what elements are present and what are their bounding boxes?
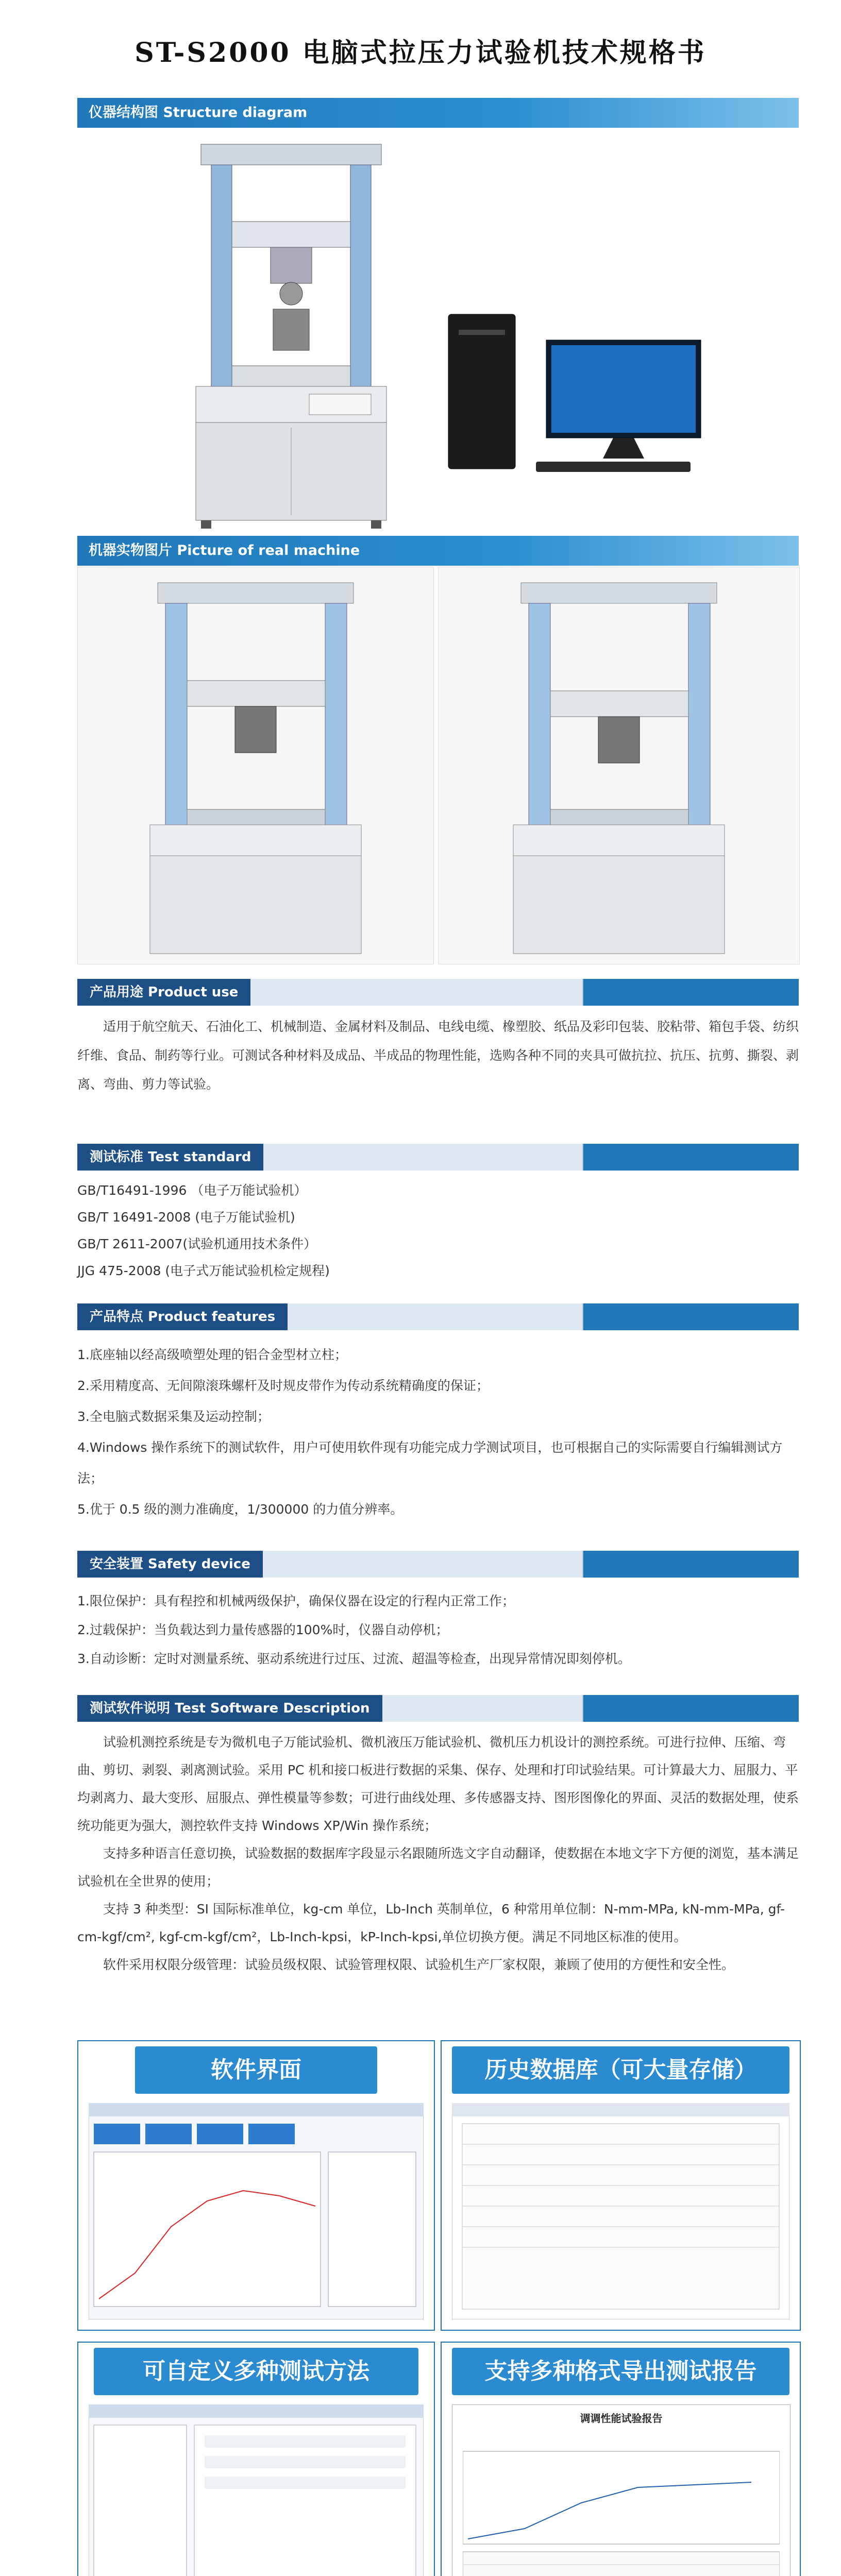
section-header-features: [77, 1303, 799, 1330]
section-header-real: 机器实物图片 Picture of real machine: [77, 536, 799, 566]
section-header-standard: [77, 1144, 799, 1171]
features-list: [77, 1340, 799, 1525]
standard-item: GB/T16491-1996 （电子万能试验机）: [77, 1183, 307, 1198]
section-header-software: [77, 1695, 799, 1722]
real-photo-1: [77, 567, 434, 964]
section-header-safety-label: 安全装置 Safety device: [77, 1551, 263, 1578]
use-text: 适用于航空航天、石油化工、机械制造、金属材料及制品、电线电缆、橡塑胶、纸品及彩印包装、胶粘带、箱包手袋、纺织纤维、食品、制药等行业。可测试各种材料及成品、半成品的物理性能，选购各种不同的夹具可做抗拉、抗压、抗剪、撕裂、剥离、弯曲、剪力等试验。: [77, 1019, 799, 1092]
safety-item: 3.自动诊断：定时对测量系统、驱动系统进行过压、过流、超温等检查，出现异常情况即刻停机。: [77, 1651, 631, 1666]
history-db-screenshot: [452, 2103, 789, 2319]
section-header-features-label: 产品特点 Product features: [77, 1303, 288, 1330]
standards-list: [77, 1177, 799, 1284]
software-paragraph: 试验机测控系统是专为微机电子万能试验机、微机液压万能试验机、微机压力机设计的测控系统。可进行拉伸、压缩、弯曲、剪切、剥裂、剥离测试验。采用 PC 机和接口板进行数据的采集、保存、处理和打印试验结果。可计算最大力、屈服力、平均剥离力、最大变形、屈服点、弹性模量等参数；可进行曲线处理、多传感器支持、图形图像化的界面、灵活的数据处理，使系统功能更为强大，测控软件支持 Windows XP/Win 操作系统；: [77, 1735, 799, 1833]
software-paragraph: 支持 3 种类型：SI 国际标准单位，kg-cm 单位，Lb-Inch 英制单位，6 种常用单位制：N-mm-MPa, kN-mm-MPa, gf-cm-kgf/cm², kgf-cm-kgf/cm²，Lb-Inch-kpsi，kP-Inch-kpsi,单位切换方便。满足不同地区标准的使用。: [77, 1902, 785, 1944]
real-photo-2: [438, 567, 800, 964]
feature-item: 4.Windows 操作系统下的测试软件，用户可使用软件现有功能完成力学测试项目，也可根据自己的实际需要自行编辑测试方法；: [77, 1440, 783, 1486]
section-header-standard-label: 测试标准 Test standard: [77, 1144, 263, 1171]
report-panel: [441, 2342, 801, 2576]
feature-item: 5.优于 0.5 级的测力准确度，1/300000 的力值分辨率。: [77, 1502, 403, 1517]
section-header-software-label: 测试软件说明 Test Software Description: [77, 1695, 382, 1722]
software-ui-panel: [77, 2040, 435, 2331]
safety-item: 2.过载保护：当负载达到力量传感器的100%时，仪器自动停机；: [77, 1622, 449, 1637]
page-title: ST-S2000 电脑式拉压力试验机技术规格书: [134, 37, 707, 69]
report-screenshot: [452, 2404, 790, 2576]
standard-item: JJG 475-2008 (电子式万能试验机检定规程): [77, 1263, 330, 1278]
computer-diagram: [443, 309, 711, 479]
section-header-use-label: 产品用途 Product use: [77, 979, 250, 1006]
software-paragraph: 软件采用权限分级管理：试验员级权限、试验管理权限、试验机生产厂家权限，兼顾了使用的方便性和安全性。: [103, 1957, 735, 1972]
history-db-title: 历史数据库（可大量存储）: [452, 2046, 789, 2094]
software-text: [77, 1728, 799, 1979]
software-paragraph: 支持多种语言任意切换，试验数据的数据库字段显示名跟随所选文字自动翻译，使数据在本地文字下方便的浏览，基本满足试验机在全世界的使用；: [77, 1846, 799, 1889]
photo-machine-1: [78, 567, 433, 964]
section-header-use: [77, 979, 799, 1006]
custom-method-title: 可自定义多种测试方法: [94, 2348, 418, 2395]
section-header-structure: 仪器结构图 Structure diagram: [77, 98, 799, 128]
machine-diagram: [170, 139, 412, 531]
feature-item: 3.全电脑式数据采集及运动控制；: [77, 1409, 270, 1424]
photo-machine-2: [439, 567, 799, 964]
safety-item: 1.限位保护：具有程控和机械两级保护，确保仪器在设定的行程内正常工作；: [77, 1594, 515, 1608]
feature-item: 1.底座轴以经高级喷塑处理的铝合金型材立柱；: [77, 1347, 347, 1362]
report-title: 支持多种格式导出测试报告: [452, 2348, 789, 2395]
software-ui-title: 软件界面: [135, 2046, 377, 2094]
history-db-panel: [441, 2040, 801, 2331]
safety-list: [77, 1587, 799, 1673]
report-chart: [463, 2431, 780, 2576]
custom-method-panel: [77, 2342, 435, 2576]
feature-item: 2.采用精度高、无间隙滚珠螺杆及时规皮带作为传动系统精确度的保证；: [77, 1378, 489, 1393]
custom-method-screenshot: [89, 2404, 424, 2576]
standard-item: GB/T 16491-2008 (电子万能试验机): [77, 1210, 295, 1225]
use-text-block: [77, 1012, 799, 1099]
standard-item: GB/T 2611-2007(试验机通用技术条件）: [77, 1236, 317, 1251]
section-header-safety: [77, 1551, 799, 1578]
software-ui-screenshot: [89, 2103, 424, 2319]
report-doc-title: 调调性能试验报告: [580, 2412, 663, 2425]
